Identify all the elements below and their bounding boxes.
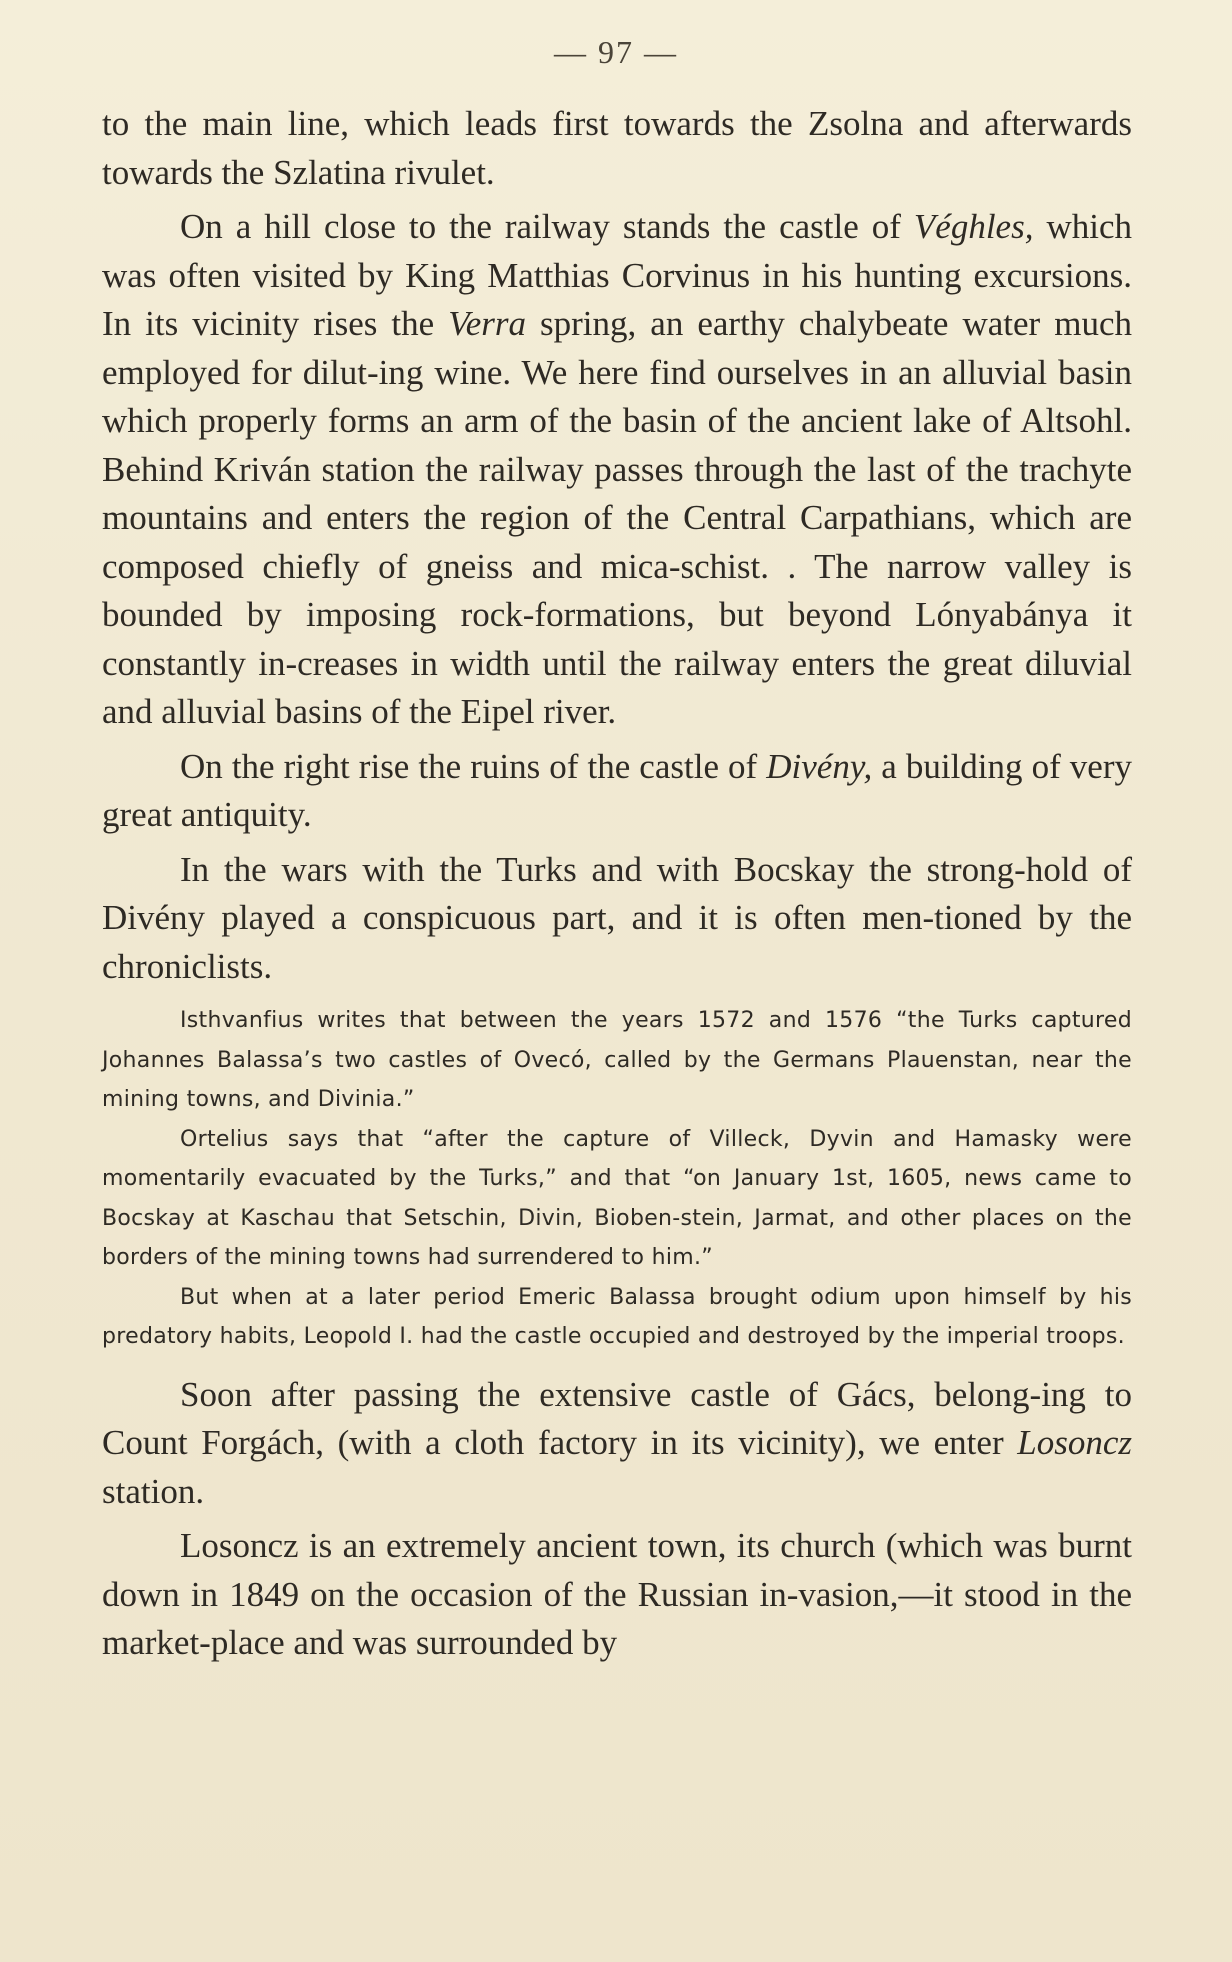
place-name-diveny: Divény, — [766, 746, 873, 786]
paragraph-wars: In the wars with the Turks and with Bocskay the strong-hold of Divény played a conspicuous part, and it is often men-tioned by the chroniclists. — [102, 849, 1132, 986]
paragraph-veghles — [102, 203, 1132, 737]
text-run: On the right rise the ruins of the castle of — [180, 746, 767, 786]
text-run: On a hill close to the railway stands the castle of — [180, 207, 914, 246]
note-ortelius: Ortelius says that “after the capture of Villeck, Dyvin and Hamasky were momentarily evacuated by the Turks,” and that “on January 1st, 1605, news came to Bocskay at Kaschau that Setschin, Divin, Bioben-stein, Jarmat, and other places on the borders of the mining towns had surrendered to him.” — [102, 1126, 1132, 1270]
paragraph-gacs — [102, 1371, 1132, 1517]
notes-block — [102, 1001, 1132, 1357]
place-name-losoncz: Losoncz — [1017, 1423, 1132, 1462]
note-isthvanfius: Isthvanfius writes that between the years 1572 and 1576 “the Turks captured Johannes Balassa’s two castles of Ovecó, called by the Germans Plauenstan, near the mining towns, and Divinia.” — [102, 1008, 1132, 1112]
paragraph-main-line: to the main line, which leads first towards the Zsolna and afterwards towards the Szlatina rivulet. — [102, 104, 1132, 192]
paragraph-diveny — [102, 743, 1132, 840]
text-run: station. — [102, 1471, 205, 1511]
text-run: a building of very great antiquity. — [102, 746, 1132, 834]
text-run: which was often visited by King Matthias Corvinus in his hunting excursions. In its vicinity rises the — [102, 207, 1132, 343]
place-name-veghles: Véghles, — [913, 207, 1034, 246]
paragraph-losoncz: Losoncz is an extremely ancient town, its church (which was burnt down in 1849 on the occasion of the Russian in-vasion,—it stood in the market-place and was surrounded by — [102, 1526, 1132, 1662]
note-balassa: But when at a later period Emeric Balassa brought odium upon himself by his predatory habits, Leopold I. had the castle occupied and destroyed by the imperial troops. — [102, 1284, 1132, 1349]
page-content — [102, 100, 1132, 1674]
page-number: — 97 — — [554, 34, 678, 70]
place-name-verra: Verra — [448, 304, 526, 343]
text-run: Soon after passing the extensive castle of Gács, belong-ing to Count Forgách, (with a cloth factory in its vicinity), we enter — [102, 1374, 1132, 1462]
text-run: spring, an earthy chalybeate water much employed for dilut-ing wine. We here find ourselves in an alluvial basin which properly forms an arm of the basin of the ancient lake of Altsohl. Behind Kriván station the railway passes through the last of the trachyte mountains and enters the region of the Central Carpathians, which are composed chiefly of gneiss and mica-schist. . The narrow valley is bounded by imposing rock-formations, but beyond Lónyabánya it constantly in-creases in width until the railway enters the great diluvial and alluvial basins of the Eipel river. — [102, 304, 1133, 731]
